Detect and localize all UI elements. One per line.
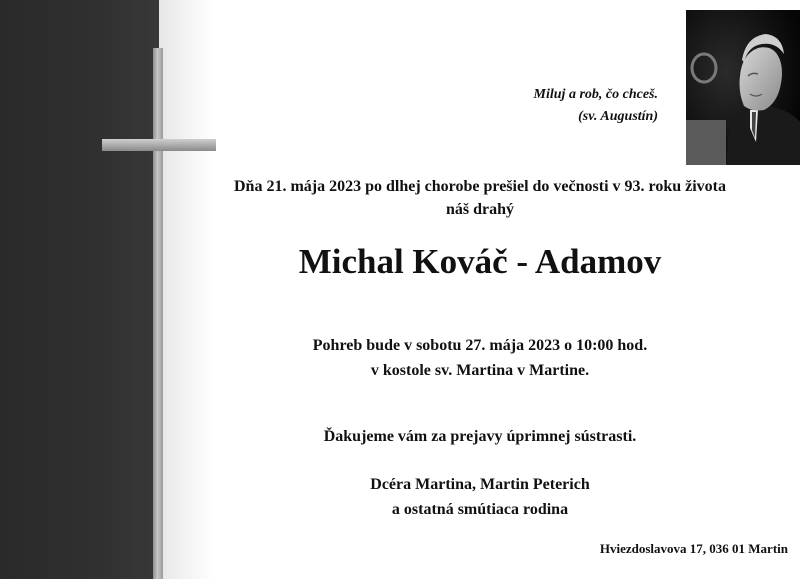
- portrait-photo: [686, 10, 800, 165]
- deceased-name: Michal Kováč - Adamov: [298, 242, 662, 281]
- quote-text: Miluj a rob, čo chceš.: [533, 87, 658, 102]
- announcement: [200, 175, 760, 221]
- funeral-line1: Pohreb bude v sobotu 27. mája 2023 o 10:00 hod.: [312, 337, 648, 354]
- family-line1: Dcéra Martina, Martin Peterich: [370, 476, 590, 493]
- funeral-line2: v kostole sv. Martina v Martine.: [370, 362, 590, 379]
- quote-source: (sv. Augustín): [578, 109, 658, 124]
- family-line2: a ostatná smútiaca rodina: [391, 501, 569, 518]
- family-signature: [200, 472, 760, 522]
- announcement-line2: náš drahý: [445, 201, 515, 218]
- cross-arm: [102, 139, 216, 151]
- address: Hviezdoslavova 17, 036 01 Martin: [599, 541, 788, 556]
- funeral-info: [200, 333, 760, 383]
- announcement-line1: Dňa 21. mája 2023 po dlhej chorobe prešiel do večnosti v 93. roku života: [233, 178, 726, 195]
- thanks-text: Ďakujeme vám za prejavy úprimnej sústrasti.: [323, 428, 637, 445]
- dark-side-panel: [0, 0, 159, 579]
- quote-block: [534, 84, 658, 128]
- cross-icon: [153, 48, 163, 579]
